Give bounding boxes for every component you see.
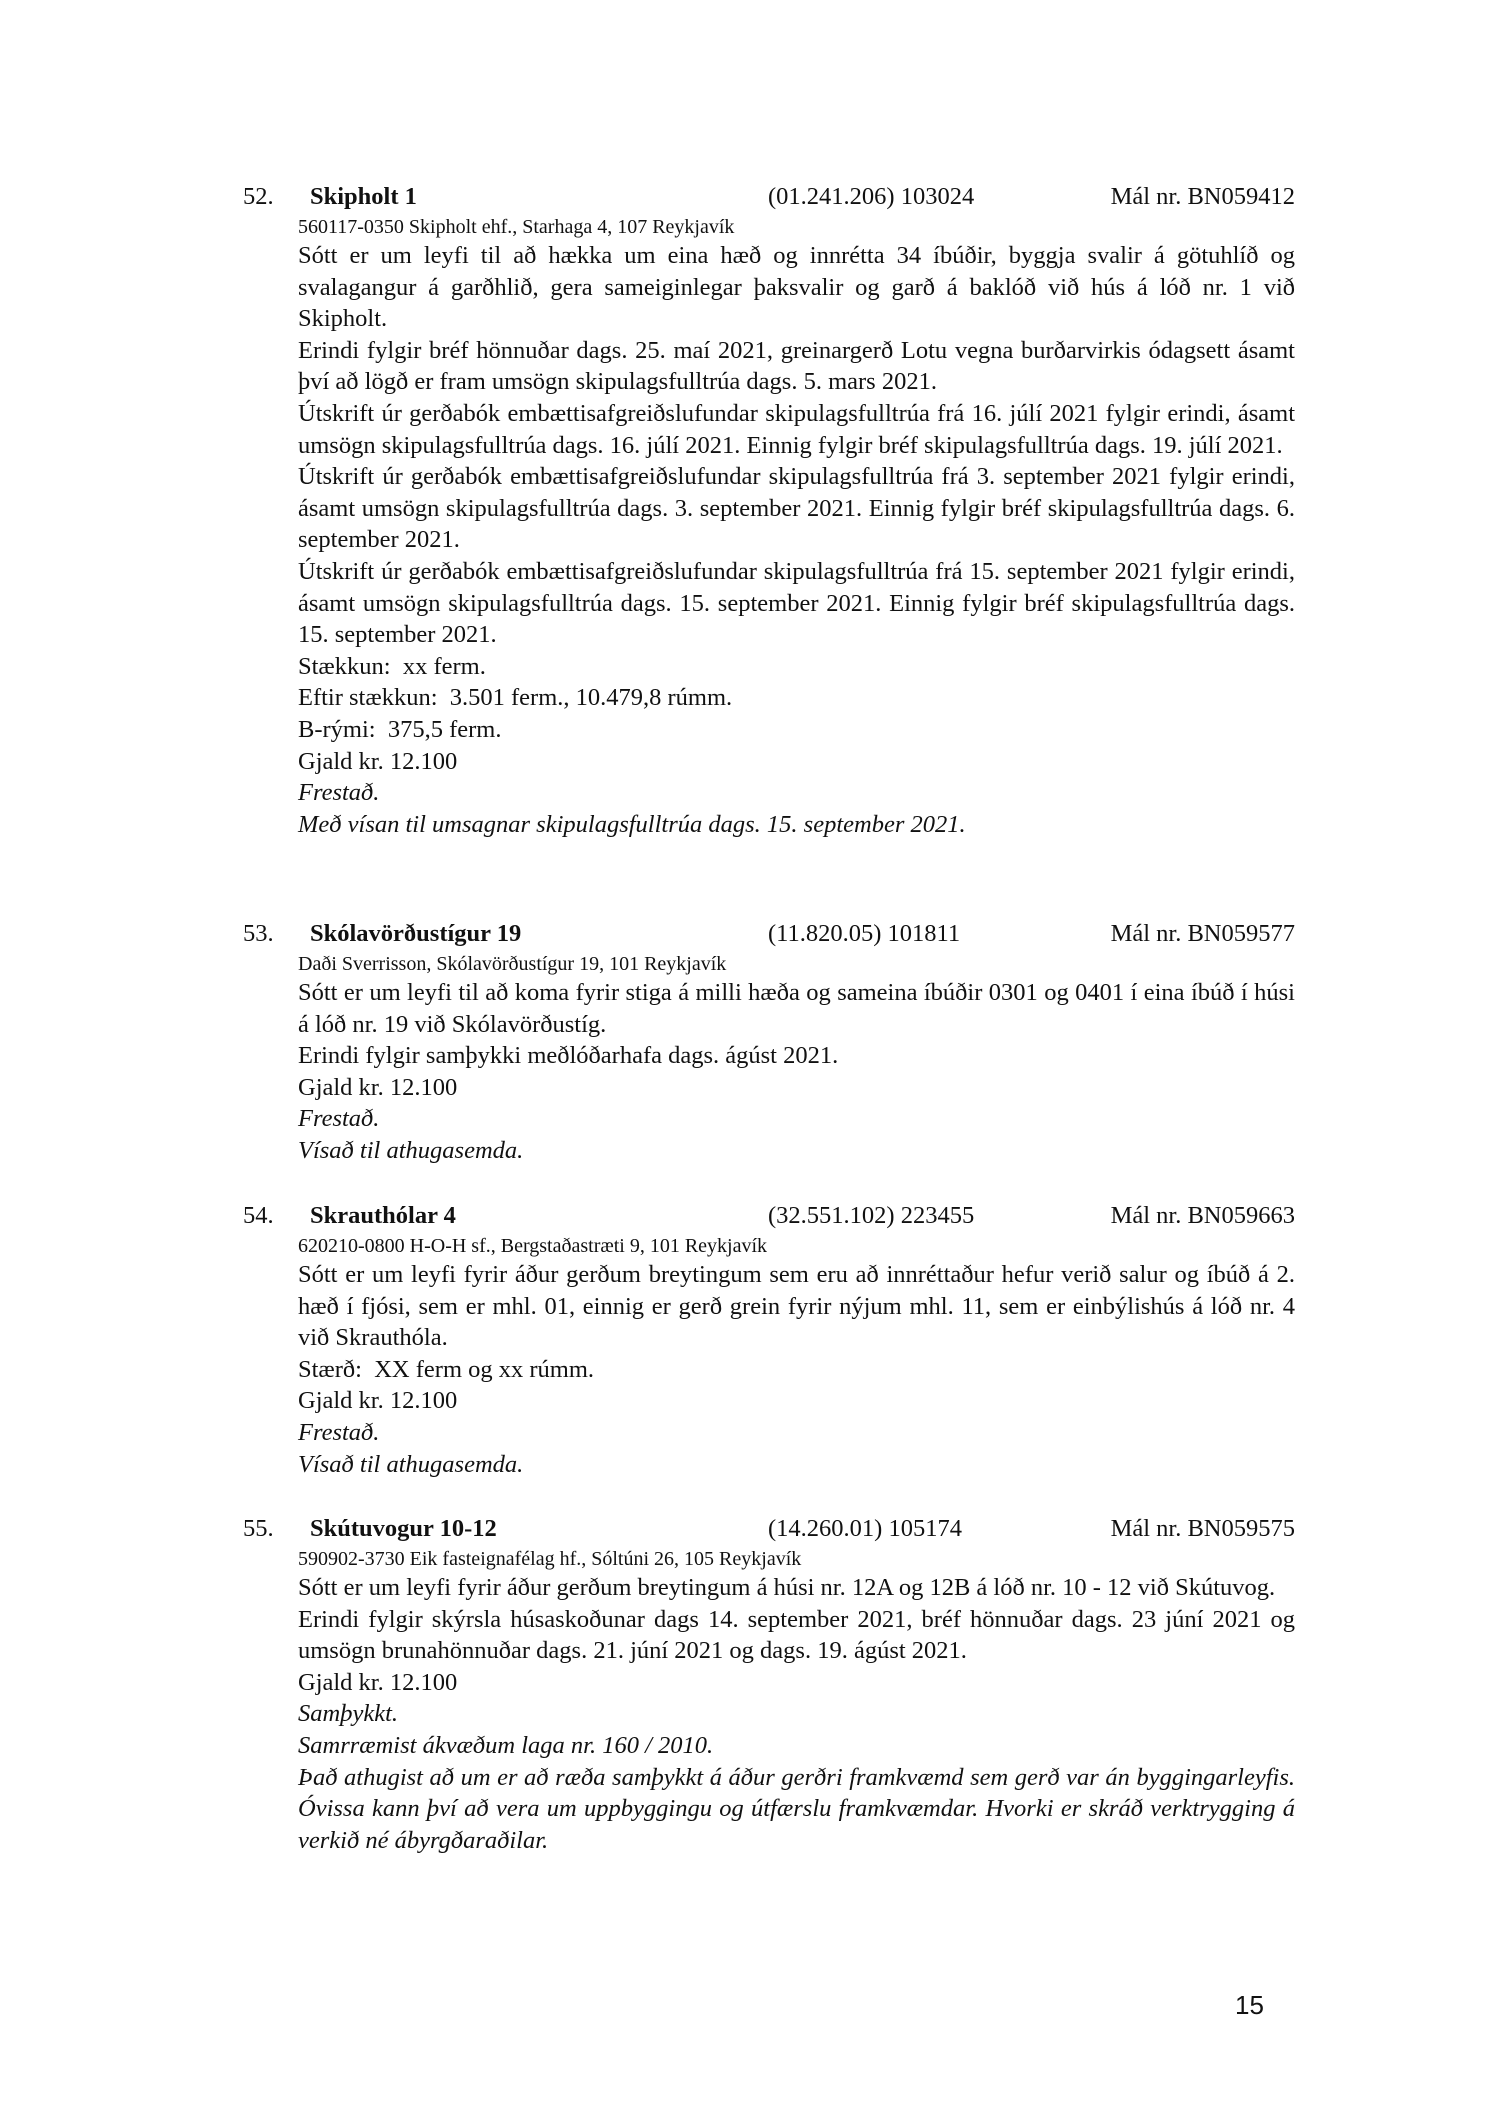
paragraph: Sótt er um leyfi fyrir áður gerðum breytingum á húsi nr. 12A og 12B á lóð nr. 10 - 12 við Skútuvog. [298, 1574, 1276, 1601]
paragraph: Útskrift úr gerðabók embættisafgreiðslufundar skipulagsfulltrúa frá 16. júlí 2021 fylgir erindi, ásamt umsögn skipulagsfulltrúa dags. 16. júlí 2021. Einnig fylgir bréf skipulagsfulltrúa dags. 19. júlí 2021. [298, 399, 1295, 459]
detail-line: Stækkun: xx ferm. [298, 652, 486, 680]
detail-line: Eftir stækkun: 3.501 ferm., 10.479,8 rúmm. [298, 684, 733, 712]
case-number: Mál nr. BN059663 [1110, 1202, 1295, 1229]
page-number: 15 [1235, 1990, 1264, 2020]
land-id: (11.820.05) 101811 [768, 920, 961, 947]
case-number: Mál nr. BN059412 [1110, 183, 1295, 210]
land-id: (32.551.102) 223455 [768, 1202, 975, 1229]
decision-note: Það athugist að um er að ræða samþykkt á áður gerðri framkvæmd sem gerð var án byggingarleyfis. Óvissa kann því að vera um uppbyggingu og útfærslu framkvæmdar. Hvorki er skráð verktrygging á verkið né ábyrgðaraðilar. [298, 1763, 1295, 1854]
entry-number: 54. [243, 1202, 274, 1229]
paragraph: Sótt er um leyfi til að koma fyrir stiga á milli hæða og sameina íbúðir 0301 og 0401 í eina íbúð í húsi á lóð nr. 19 við Skólavörðustíg. [298, 979, 1295, 1038]
decision-line: Frestað. [298, 1418, 380, 1446]
paragraph: Útskrift úr gerðabók embættisafgreiðslufundar skipulagsfulltrúa frá 15. september 2021 fylgir erindi, ásamt umsögn skipulagsfulltrúa dags. 15. september 2021. Einnig fylgir bréf skipulagsfulltrúa dags. 15. september 2021. [298, 557, 1295, 649]
case-number: Mál nr. BN059577 [1110, 920, 1295, 947]
decision-line: Með vísan til umsagnar skipulagsfulltrúa dags. 15. september 2021. [298, 810, 966, 838]
entry-address: Skrauthólar 4 [310, 1202, 456, 1229]
entry-number: 53. [243, 920, 274, 947]
entry-address: Skipholt 1 [310, 183, 417, 210]
land-id: (01.241.206) 103024 [768, 183, 975, 210]
fee-line: Gjald kr. 12.100 [298, 747, 458, 775]
applicant: 590902-3730 Eik fasteignafélag hf., Sóltúni 26, 105 Reykjavík [298, 1548, 802, 1570]
decision-line: Samþykkt. [298, 1700, 398, 1728]
decision-line: Vísað til athugasemda. [298, 1450, 524, 1478]
entry-body [298, 1233, 1295, 1480]
entry-body [298, 951, 1295, 1167]
detail-line: B-rými: 375,5 ferm. [298, 715, 502, 743]
decision-line: Vísað til athugasemda. [298, 1136, 524, 1164]
entry-number: 55. [243, 1515, 274, 1542]
detail-line: Stærð: XX ferm og xx rúmm. [298, 1355, 595, 1383]
paragraph: Sótt er um leyfi fyrir áður gerðum breytingum sem eru að innréttaður hefur verið salur og íbúð á 2. hæð í fjósi, sem er mhl. 01, einnig er gerð grein fyrir nýjum mhl. 11, sem er einbýlishús á lóð nr. 4 við Skrauthóla. [298, 1261, 1295, 1352]
fee-line: Gjald kr. 12.100 [298, 1073, 458, 1101]
fee-line: Gjald kr. 12.100 [298, 1668, 458, 1696]
entry-number: 52. [243, 183, 274, 210]
paragraph: Erindi fylgir samþykki meðlóðarhafa dags. ágúst 2021. [298, 1042, 839, 1070]
paragraph: Útskrift úr gerðabók embættisafgreiðslufundar skipulagsfulltrúa frá 3. september 2021 fylgir erindi, ásamt umsögn skipulagsfulltrúa dags. 3. september 2021. Einnig fylgir bréf skipulagsfulltrúa dags. 6. september 2021. [298, 463, 1295, 554]
applicant: Daði Sverrisson, Skólavörðustígur 19, 101 Reykjavík [298, 953, 727, 975]
fee-line: Gjald kr. 12.100 [298, 1387, 458, 1415]
entry-header [243, 180, 1295, 214]
decision-line: Frestað. [298, 779, 380, 807]
paragraph: Erindi fylgir bréf hönnuðar dags. 25. maí 2021, greinargerð Lotu vegna burðarvirkis ódagsett ásamt því að lögð er fram umsögn skipulagsfulltrúa dags. 5. mars 2021. [298, 336, 1295, 396]
decision-line: Frestað. [298, 1105, 380, 1133]
case-number: Mál nr. BN059575 [1110, 1515, 1295, 1542]
entry-address: Skólavörðustígur 19 [310, 920, 522, 947]
entry-body [298, 214, 1295, 840]
entry-55 [243, 1512, 1295, 1856]
entry-header [243, 917, 1295, 951]
entry-body [298, 1546, 1295, 1856]
entry-address: Skútuvogur 10-12 [310, 1515, 497, 1542]
decision-line: Samrræmist ákvæðum laga nr. 160 / 2010. [298, 1731, 714, 1759]
entry-53 [243, 917, 1295, 1167]
paragraph: Erindi fylgir skýrsla húsaskoðunar dags 14. september 2021, bréf hönnuðar dags. 23 júní 2021 og umsögn brunahönnuðar dags. 21. júní 2021 og dags. 19. ágúst 2021. [298, 1605, 1295, 1665]
applicant: 560117-0350 Skipholt ehf., Starhaga 4, 107 Reykjavík [298, 216, 735, 238]
applicant: 620210-0800 H-O-H sf., Bergstaðastræti 9, 101 Reykjavík [298, 1235, 768, 1257]
land-id: (14.260.01) 105174 [768, 1515, 962, 1542]
entry-header [243, 1512, 1295, 1546]
entry-header [243, 1199, 1295, 1233]
entry-52 [243, 180, 1295, 840]
paragraph: Sótt er um leyfi til að hækka um eina hæð og innrétta 34 íbúðir, byggja svalir á götuhlíð og svalagangur á garðhlið, gera sameiginlegar þaksvalir og garð á baklóð við hús á lóð nr. 1 við Skipholt. [298, 242, 1295, 333]
entry-54 [243, 1199, 1295, 1480]
